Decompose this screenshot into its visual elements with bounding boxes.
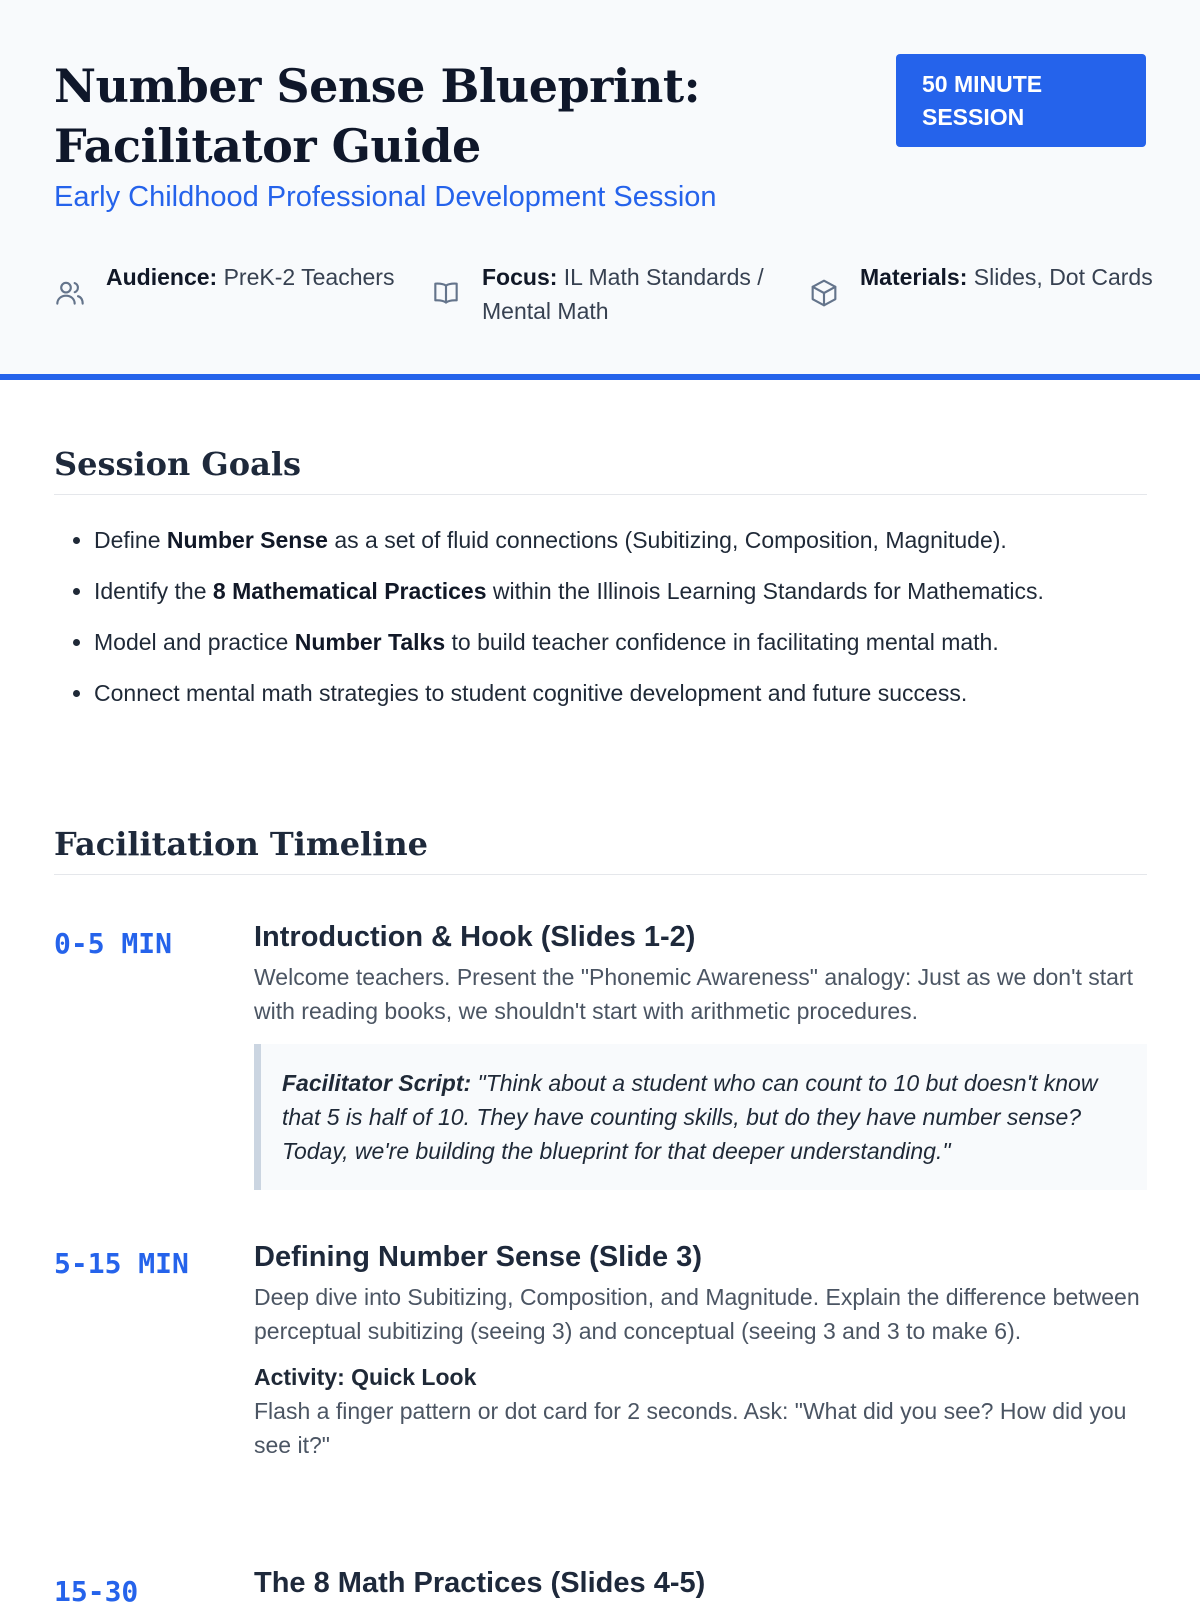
timeline-time: 15-30 — [54, 1575, 139, 1608]
facilitator-script — [254, 1044, 1147, 1190]
goal-item: • Model and practice Number Talks to build teacher confidence in facilitating mental math. — [94, 622, 1194, 662]
users-icon — [54, 277, 86, 309]
activity-description: Flash a finger pattern or dot card for 2 seconds. Ask: "What did you see? How did you see it?" — [254, 1398, 1127, 1458]
facilitator-script-text: "Think about a student who can count to 10 but doesn't know that 5 is half of 10. They have counting skills, but do they have number sense? Today, we're building the blueprint for that deeper understanding." — [282, 1070, 1098, 1164]
facilitator-script-label: Facilitator Script: — [282, 1070, 472, 1096]
timeline-entry — [254, 1238, 1147, 1462]
meta-audience-label: Audience: — [106, 264, 218, 290]
timeline-entry-description: Deep dive into Subitizing, Composition, and Magnitude. Explain the difference between perceptual subitizing (seeing 3) and conceptual (seeing 3 and 3 to make 6). — [254, 1284, 1140, 1344]
goal-item: • Identify the 8 Mathematical Practices within the Illinois Learning Standards for Mathematics. — [94, 571, 1194, 611]
timeline-entry — [254, 918, 1147, 1190]
meta-focus-value: IL Math Standards / Mental Math — [482, 264, 764, 324]
meta-focus-label: Focus: — [482, 264, 558, 290]
goal-item: • Connect mental math strategies to student cognitive development and future success. — [94, 673, 1194, 713]
meta-materials-value: Slides, Dot Cards — [967, 264, 1153, 290]
session-goals-heading: Session Goals — [54, 444, 1147, 495]
page-subtitle: Early Childhood Professional Development Session — [54, 181, 717, 213]
timeline-time: 0-5 MIN — [54, 927, 173, 960]
meta-materials-label: Materials: — [860, 264, 968, 290]
page-title: Number Sense Blueprint: Facilitator Guide — [54, 59, 701, 173]
goal-item: • Define Number Sense as a set of fluid connections (Subitizing, Composition, Magnitude). — [94, 520, 1194, 560]
activity-label: Activity: Quick Look — [254, 1364, 477, 1390]
timeline-entry-description: Welcome teachers. Present the "Phonemic Awareness" analogy: Just as we don't start with reading books, we shouldn't start with arithmetic procedures. — [254, 964, 1133, 1024]
facilitation-timeline-heading: Facilitation Timeline — [54, 824, 1147, 875]
session-duration-badge: 50 MINUTE SESSION — [896, 54, 1146, 147]
session-goals-list — [54, 520, 1194, 724]
page-header — [0, 0, 1200, 380]
meta-audience — [54, 260, 406, 309]
cube-icon — [808, 277, 840, 309]
timeline-entry-heading: The 8 Math Practices (Slides 4-5) — [254, 1567, 706, 1599]
book-icon — [430, 277, 462, 309]
meta-materials — [808, 260, 1160, 309]
timeline-entry-heading: Defining Number Sense (Slide 3) — [254, 1241, 702, 1273]
meta-audience-value: PreK-2 Teachers — [217, 264, 395, 290]
meta-focus — [430, 260, 782, 328]
timeline-entry-heading: Introduction & Hook (Slides 1-2) — [254, 921, 696, 953]
timeline-time: 5-15 MIN — [54, 1247, 189, 1280]
